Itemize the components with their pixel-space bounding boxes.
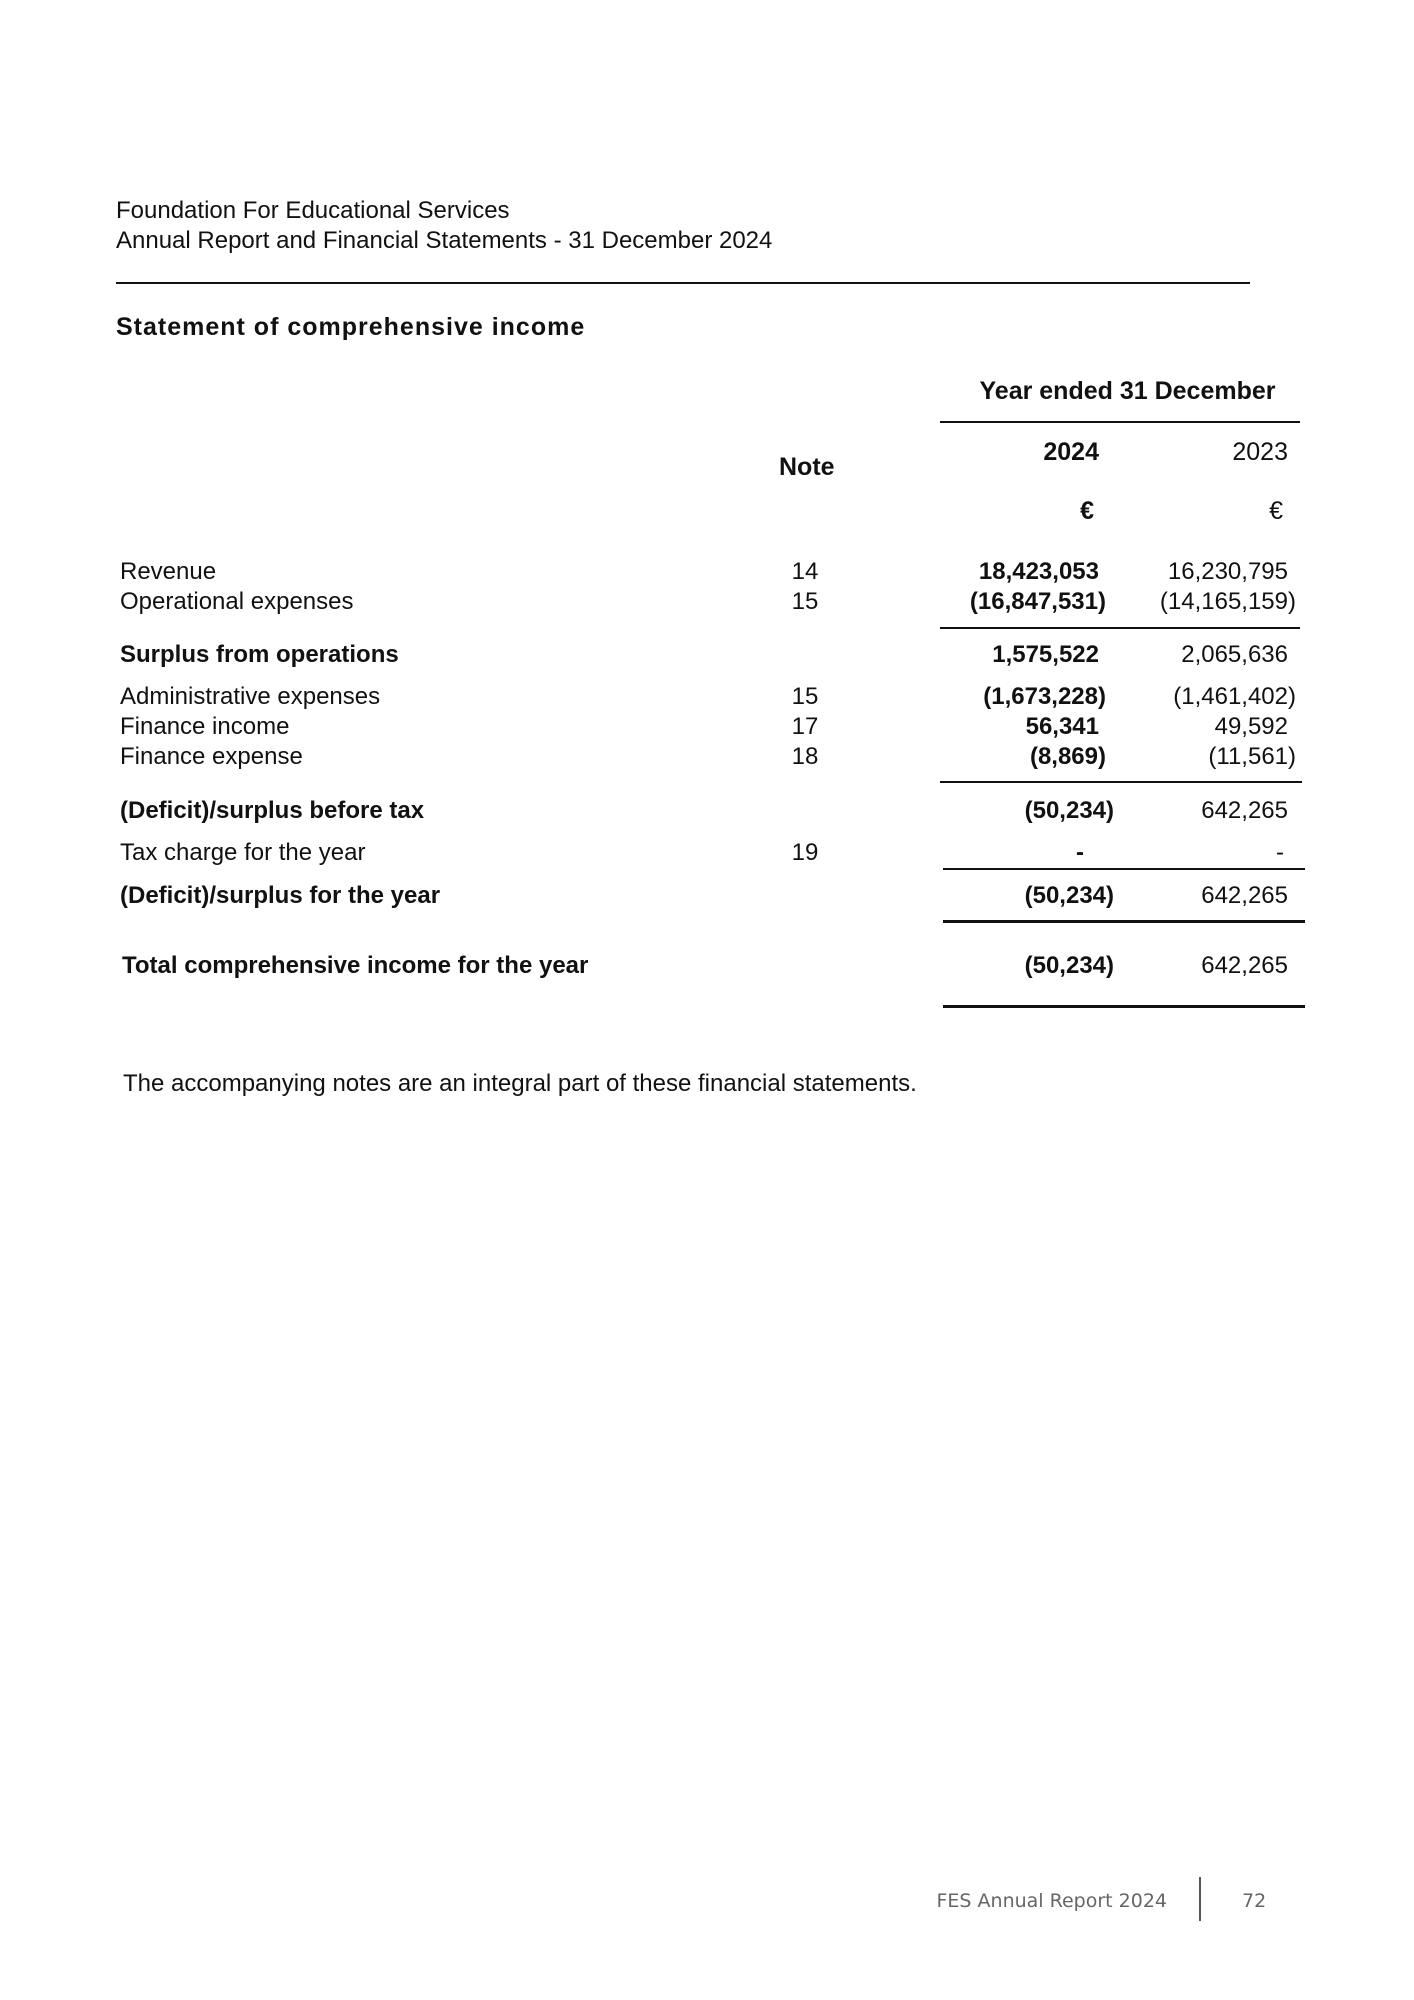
row-label-finance-expense: Finance expense — [120, 743, 303, 770]
row-note-finance-income: 17 — [791, 713, 819, 740]
row-2023-surplus-from-operations: 2,065,636 — [1181, 641, 1288, 668]
row-label-deficit-for-year: (Deficit)/surplus for the year — [120, 882, 441, 909]
total-rule-top — [943, 920, 1305, 923]
row-2024-finance-expense: (8,869) — [1029, 743, 1106, 770]
statement-title: Statement of comprehensive income — [116, 313, 586, 341]
row-note-finance-expense: 18 — [791, 743, 819, 770]
row-2024-tax-charge: - — [1076, 839, 1084, 866]
report-title: Annual Report and Financial Statements - 31 December 2024 — [116, 227, 773, 254]
row-2024-revenue: 18,423,053 — [978, 558, 1099, 585]
row-2024-deficit-before-tax: (50,234) — [1024, 797, 1114, 824]
organization-name: Foundation For Educational Services — [116, 197, 510, 224]
header-divider — [116, 282, 1250, 284]
row-2023-finance-expense: (11,561) — [1208, 743, 1296, 770]
currency-2023: € — [1269, 497, 1283, 525]
row-2023-revenue: 16,230,795 — [1167, 558, 1288, 585]
subtotal-rule-1 — [940, 627, 1300, 629]
row-2024-operational-expenses: (16,847,531) — [969, 588, 1106, 615]
note-column-heading: Note — [779, 453, 835, 481]
row-2024-deficit-for-year: (50,234) — [1024, 882, 1114, 909]
row-label-deficit-before-tax: (Deficit)/surplus before tax — [120, 797, 425, 824]
row-note-tax-charge: 19 — [791, 839, 819, 866]
row-label-revenue: Revenue — [120, 558, 217, 585]
row-label-total-comprehensive-income: Total comprehensive income for the year — [122, 952, 589, 979]
row-2023-tax-charge: - — [1276, 839, 1284, 866]
row-2023-finance-income: 49,592 — [1214, 713, 1288, 740]
footer-report-name: FES Annual Report 2024 — [936, 1890, 1167, 1912]
row-label-operational-expenses: Operational expenses — [120, 588, 354, 615]
row-label-finance-income: Finance income — [120, 713, 290, 740]
row-2023-administrative-expenses: (1,461,402) — [1173, 683, 1296, 710]
row-2024-surplus-from-operations: 1,575,522 — [992, 641, 1099, 668]
footer-divider — [1199, 1877, 1201, 1921]
row-note-revenue: 14 — [791, 558, 819, 585]
footnote: The accompanying notes are an integral part of these financial statements. — [123, 1070, 917, 1097]
row-2024-total-comprehensive-income: (50,234) — [1024, 952, 1114, 979]
row-label-tax-charge: Tax charge for the year — [120, 839, 366, 866]
year-2023-heading: 2023 — [1232, 438, 1288, 466]
row-2024-administrative-expenses: (1,673,228) — [983, 683, 1106, 710]
row-2023-deficit-before-tax: 642,265 — [1201, 797, 1288, 824]
subtotal-rule-3 — [943, 868, 1305, 870]
row-2023-operational-expenses: (14,165,159) — [1159, 588, 1296, 615]
row-label-surplus-from-operations: Surplus from operations — [120, 641, 399, 668]
currency-2024: € — [1080, 497, 1094, 525]
period-heading: Year ended 31 December — [979, 377, 1276, 405]
row-note-operational-expenses: 15 — [791, 588, 819, 615]
total-rule-bottom — [943, 1005, 1305, 1008]
row-label-administrative-expenses: Administrative expenses — [120, 683, 381, 710]
row-2023-deficit-for-year: 642,265 — [1201, 882, 1288, 909]
row-note-administrative-expenses: 15 — [791, 683, 819, 710]
row-2024-finance-income: 56,341 — [1025, 713, 1099, 740]
year-2024-heading: 2024 — [1043, 438, 1099, 466]
period-underline — [940, 421, 1300, 423]
page-number: 72 — [1242, 1890, 1267, 1912]
row-2023-total-comprehensive-income: 642,265 — [1201, 952, 1288, 979]
subtotal-rule-2 — [940, 781, 1302, 783]
